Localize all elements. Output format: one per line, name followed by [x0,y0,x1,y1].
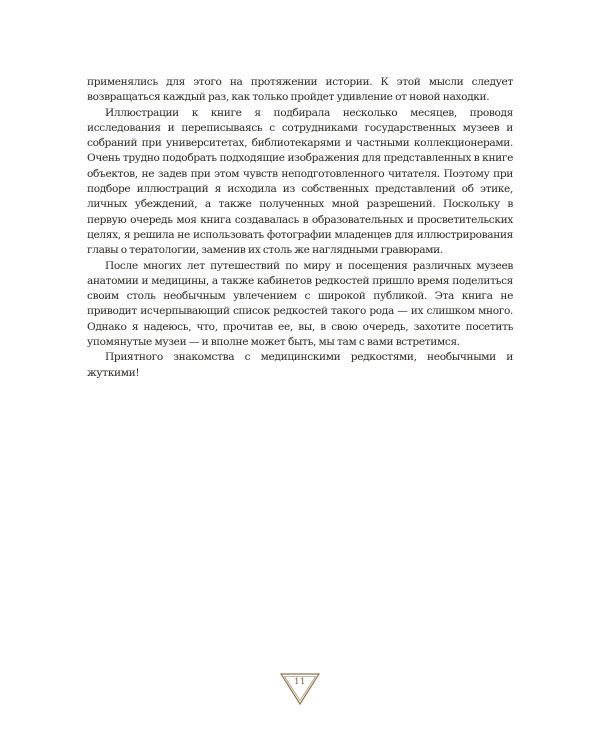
paragraph-closing: Приятного знакомства с медицинскими редкостями, необычными и жуткими! [87,351,513,379]
page-number: 11 [294,677,306,687]
page-number-folio [279,672,321,706]
paragraph-illustrations: Иллюстрации к книге я подбирала несколько месяцев, проводя исследования и переписываясь с сотрудниками государственных музеев и собраний при университетах, библиотекарями и частными коллекционерами. Очень трудно подобрать подходящие изображения для представленных в книге объектов, не задев при этом чувств неподготовленного читателя. Поэтому при подборе иллюстраций я исходила из собственных представлений об этике, личных убеждений, а также полученных мной разрешений. Поскольку в первую очередь моя книга создавалась в образовательных и просветительских целях, я решила не использовать фотографии младенцев для иллюстрирования главы о тератологии, заменив их столь же наглядными гравюрами. [87,106,513,257]
body-text [87,75,513,381]
paragraph-continued: применялись для этого на протяжении истории. К этой мысли следует возвращаться каждый раз, как только пройдет удивление от новой находки. [87,76,513,104]
paragraph-travels: После многих лет путешествий по миру и посещения различных музеев анатомии и медицины, а также кабинетов редкостей пришло время поделиться своим столь необычным увлечением с широкой публикой. Эта книга не приводит исчерпывающий список редкостей такого рода — их слишком много. Однако я надеюсь, что, прочитав ее, вы, в свою очередь, захотите посетить упомянутые музеи — и вполне может быть, мы там с вами встретимся. [87,259,513,349]
